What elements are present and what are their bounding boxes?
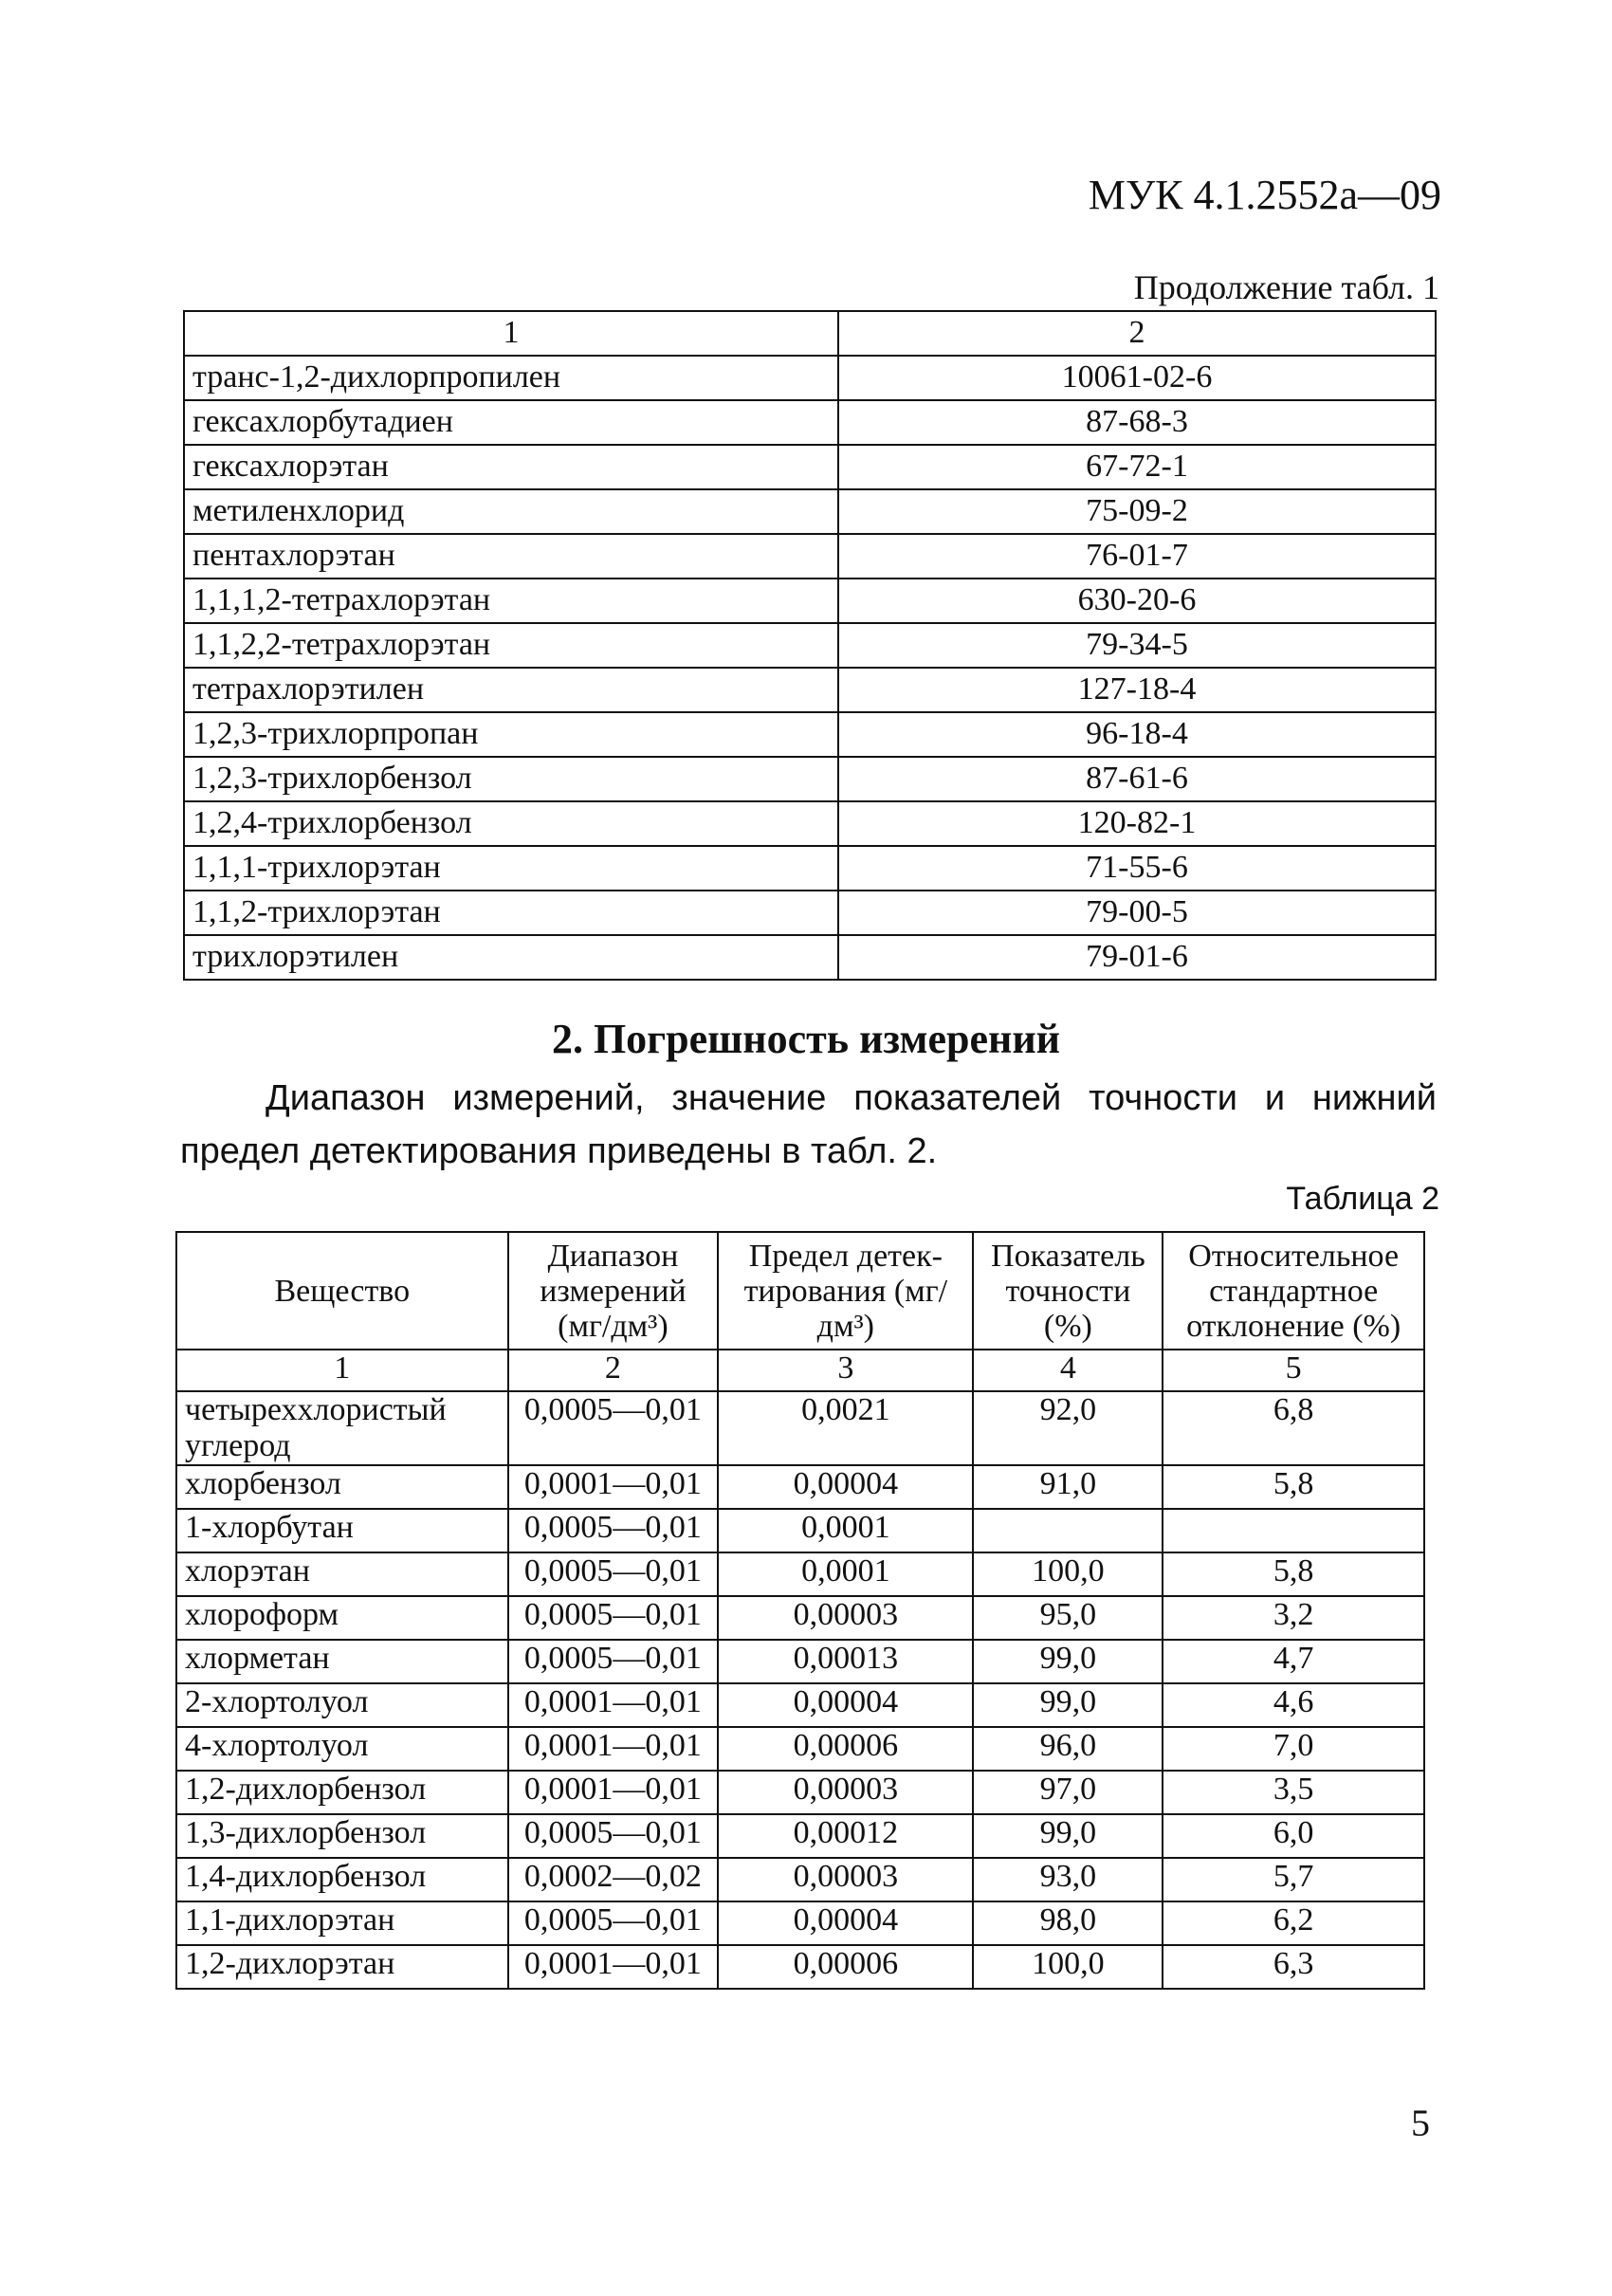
accuracy-index: 96,0: [973, 1727, 1163, 1771]
table-row: [184, 891, 1436, 935]
table-row: [184, 489, 1436, 534]
cas-number: 87-68-3: [838, 400, 1436, 445]
cas-number: 630-20-6: [838, 579, 1436, 623]
substance-name: 1-хлорбутан: [176, 1509, 508, 1552]
substance-name: 1,1,2-трихлорэтан: [184, 891, 838, 935]
detection-limit: 0,00004: [718, 1465, 973, 1509]
table-row: [176, 1596, 1424, 1640]
measurement-range: 0,0001—0,01: [508, 1727, 719, 1771]
cas-number: 127-18-4: [838, 668, 1436, 712]
measurement-range: 0,0005—0,01: [508, 1901, 719, 1945]
table2-column-header: Диапазон измерений (мг/дм³): [508, 1232, 719, 1350]
relative-std-deviation: 5,8: [1163, 1465, 1424, 1509]
substance-name: гексахлорбутадиен: [184, 400, 838, 445]
cas-number: 10061-02-6: [838, 356, 1436, 400]
table-row: [184, 579, 1436, 623]
accuracy-index: 97,0: [973, 1771, 1163, 1814]
relative-std-deviation: 5,7: [1163, 1858, 1424, 1901]
table2: [175, 1231, 1425, 1990]
substance-name: трихлорэтилен: [184, 935, 838, 980]
measurement-range: 0,0005—0,01: [508, 1596, 719, 1640]
table-row: [176, 1683, 1424, 1727]
measurement-range: 0,0001—0,01: [508, 1683, 719, 1727]
table-row: [184, 445, 1436, 489]
cas-number: 75-09-2: [838, 489, 1436, 534]
table-row: [176, 1814, 1424, 1858]
table-row: [184, 534, 1436, 579]
table-row: [176, 1858, 1424, 1901]
cas-number: 87-61-6: [838, 757, 1436, 801]
relative-std-deviation: [1163, 1509, 1424, 1552]
accuracy-index: 99,0: [973, 1640, 1163, 1683]
substance-name: 4-хлортолуол: [176, 1727, 508, 1771]
table-row: [184, 712, 1436, 757]
accuracy-index: 95,0: [973, 1596, 1163, 1640]
table2-column-number: 4: [973, 1350, 1163, 1391]
detection-limit: 0,00003: [718, 1858, 973, 1901]
substance-name: 1,2-дихлорбензол: [176, 1771, 508, 1814]
table-row: [176, 1727, 1424, 1771]
measurement-range: 0,0001—0,01: [508, 1771, 719, 1814]
detection-limit: 0,0021: [718, 1391, 973, 1465]
substance-name: 1,2,3-трихлорбензол: [184, 757, 838, 801]
table2-column-header: Предел детек-тирования (мг/дм³): [718, 1232, 973, 1350]
table1-column-number: 2: [838, 311, 1436, 356]
table2-column-number: 5: [1163, 1350, 1424, 1391]
cas-number: 79-01-6: [838, 935, 1436, 980]
accuracy-index: 100,0: [973, 1945, 1163, 1989]
section-paragraph: Диапазон измерений, значение показателей точности и нижний предел детектирования приведены в табл. 2.: [180, 1078, 1437, 1171]
substance-name: четыреххлористый углерод: [176, 1391, 508, 1465]
substance-name: хлорбензол: [176, 1465, 508, 1509]
table2-column-number: 2: [508, 1350, 719, 1391]
table-row: [176, 1509, 1424, 1552]
accuracy-index: 99,0: [973, 1683, 1163, 1727]
relative-std-deviation: 4,7: [1163, 1640, 1424, 1683]
measurement-range: 0,0002—0,02: [508, 1858, 719, 1901]
substance-name: 1,1,2,2-тетрахлорэтан: [184, 623, 838, 668]
table2-column-number: 3: [718, 1350, 973, 1391]
table1-body: [184, 311, 1436, 980]
measurement-range: 0,0005—0,01: [508, 1640, 719, 1683]
detection-limit: 0,00003: [718, 1596, 973, 1640]
table1-caption: Продолжение табл. 1: [1133, 268, 1439, 306]
table2-column-header: Вещество: [176, 1232, 508, 1350]
section-heading: 2. Погрешность измерений: [551, 1016, 1061, 1062]
substance-name: 1,4-дихлорбензол: [176, 1858, 508, 1901]
substance-name: 1,2,3-трихлорпропан: [184, 712, 838, 757]
detection-limit: 0,0001: [718, 1509, 973, 1552]
measurement-range: 0,0005—0,01: [508, 1552, 719, 1596]
table-row: [184, 623, 1436, 668]
detection-limit: 0,00013: [718, 1640, 973, 1683]
relative-std-deviation: 4,6: [1163, 1683, 1424, 1727]
cas-number: 79-00-5: [838, 891, 1436, 935]
cas-number: 67-72-1: [838, 445, 1436, 489]
table2-column-number: 1: [176, 1350, 508, 1391]
detection-limit: 0,00004: [718, 1901, 973, 1945]
detection-limit: 0,00003: [718, 1771, 973, 1814]
relative-std-deviation: 6,8: [1163, 1391, 1424, 1465]
relative-std-deviation: 7,0: [1163, 1727, 1424, 1771]
table-row: [184, 846, 1436, 891]
table-row: [184, 757, 1436, 801]
table2-column-header: Показатель точности (%): [973, 1232, 1163, 1350]
detection-limit: 0,00012: [718, 1814, 973, 1858]
detection-limit: 0,00006: [718, 1945, 973, 1989]
table1-header-row: [184, 311, 1436, 356]
relative-std-deviation: 6,3: [1163, 1945, 1424, 1989]
table-row: [176, 1552, 1424, 1596]
table-row: [176, 1391, 1424, 1465]
substance-name: тетрахлорэтилен: [184, 668, 838, 712]
accuracy-index: 91,0: [973, 1465, 1163, 1509]
accuracy-index: 92,0: [973, 1391, 1163, 1465]
accuracy-index: 100,0: [973, 1552, 1163, 1596]
relative-std-deviation: 3,5: [1163, 1771, 1424, 1814]
table2-column-header: Относительное стандартное отклонение (%): [1163, 1232, 1424, 1350]
cas-number: 71-55-6: [838, 846, 1436, 891]
substance-name: 1,1-дихлорэтан: [176, 1901, 508, 1945]
table-row: [184, 801, 1436, 846]
accuracy-index: 98,0: [973, 1901, 1163, 1945]
document-code: МУК 4.1.2552а—09: [1088, 172, 1441, 218]
measurement-range: 0,0005—0,01: [508, 1391, 719, 1465]
cas-number: 120-82-1: [838, 801, 1436, 846]
table-row: [176, 1465, 1424, 1509]
table1-column-number: 1: [184, 311, 838, 356]
measurement-range: 0,0001—0,01: [508, 1465, 719, 1509]
relative-std-deviation: 6,2: [1163, 1901, 1424, 1945]
relative-std-deviation: 3,2: [1163, 1596, 1424, 1640]
table2-header-row: [176, 1232, 1424, 1350]
table1: [183, 310, 1437, 981]
substance-name: гексахлорэтан: [184, 445, 838, 489]
substance-name: транс-1,2-дихлорпропилен: [184, 356, 838, 400]
substance-name: хлороформ: [176, 1596, 508, 1640]
cas-number: 79-34-5: [838, 623, 1436, 668]
table2-body: [176, 1232, 1424, 1989]
table-row: [184, 356, 1436, 400]
substance-name: хлорэтан: [176, 1552, 508, 1596]
substance-name: 1,2,4-трихлорбензол: [184, 801, 838, 846]
accuracy-index: 99,0: [973, 1814, 1163, 1858]
substance-name: хлорметан: [176, 1640, 508, 1683]
substance-name: 1,2-дихлорэтан: [176, 1945, 508, 1989]
relative-std-deviation: 5,8: [1163, 1552, 1424, 1596]
measurement-range: 0,0001—0,01: [508, 1945, 719, 1989]
table-row: [184, 668, 1436, 712]
table-row: [176, 1901, 1424, 1945]
detection-limit: 0,00006: [718, 1727, 973, 1771]
table-row: [176, 1945, 1424, 1989]
accuracy-index: 93,0: [973, 1858, 1163, 1901]
relative-std-deviation: 6,0: [1163, 1814, 1424, 1858]
cas-number: 76-01-7: [838, 534, 1436, 579]
table2-column-numbers-row: [176, 1350, 1424, 1391]
table-row: [176, 1771, 1424, 1814]
table-row: [184, 935, 1436, 980]
table-row: [176, 1640, 1424, 1683]
page-number: 5: [1411, 2102, 1430, 2144]
table-row: [184, 400, 1436, 445]
measurement-range: 0,0005—0,01: [508, 1509, 719, 1552]
substance-name: метиленхлорид: [184, 489, 838, 534]
substance-name: пентахлорэтан: [184, 534, 838, 579]
substance-name: 1,1,1,2-тетрахлорэтан: [184, 579, 838, 623]
accuracy-index: [973, 1509, 1163, 1552]
substance-name: 1,1,1-трихлорэтан: [184, 846, 838, 891]
substance-name: 2-хлортолуол: [176, 1683, 508, 1727]
table2-caption: Таблица 2: [1286, 1181, 1439, 1217]
detection-limit: 0,0001: [718, 1552, 973, 1596]
substance-name: 1,3-дихлорбензол: [176, 1814, 508, 1858]
detection-limit: 0,00004: [718, 1683, 973, 1727]
cas-number: 96-18-4: [838, 712, 1436, 757]
measurement-range: 0,0005—0,01: [508, 1814, 719, 1858]
